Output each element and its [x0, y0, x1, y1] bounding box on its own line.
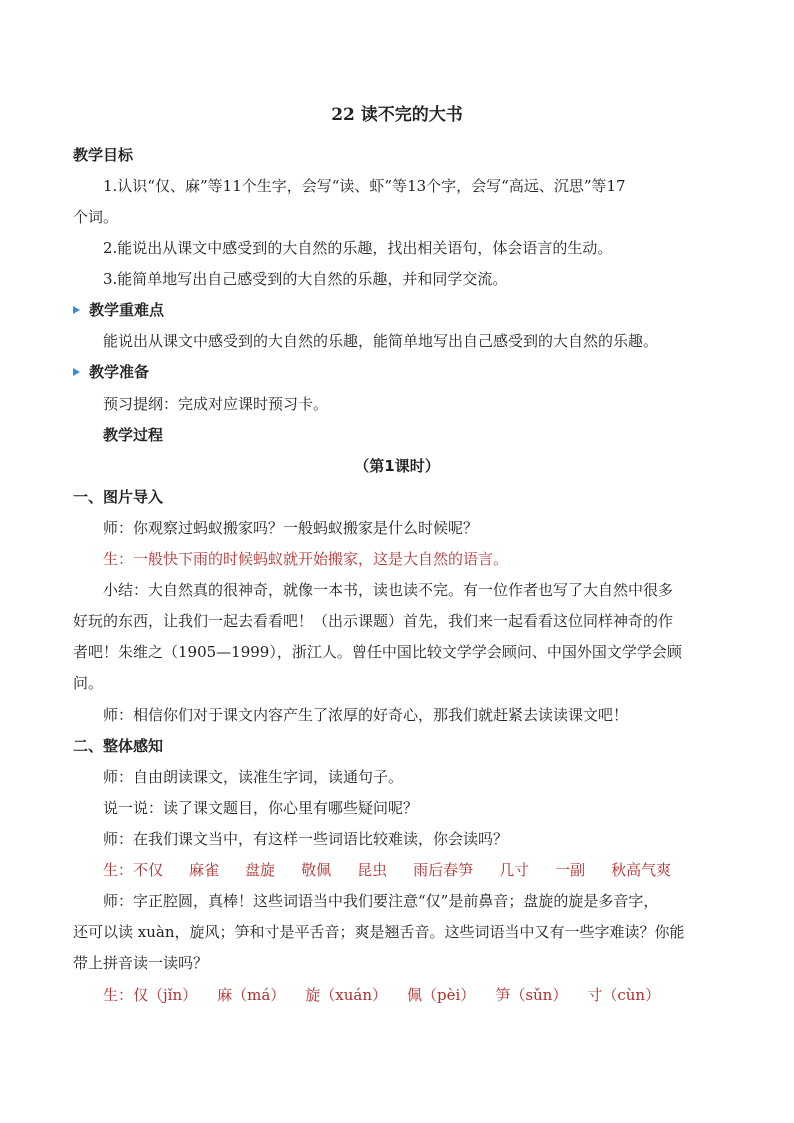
vocab-word: 一副 [555, 861, 586, 879]
pinyin-item: 麻（má） [217, 986, 286, 1004]
vocab-word: 敬佩 [301, 861, 332, 879]
lesson-label: （第1课时） [354, 457, 440, 475]
section-2-heading: 二、整体感知 [73, 737, 164, 755]
summary-line-4: 问。 [73, 674, 104, 692]
discussion-prompt: 说一说：读了课文题目，你心里有哪些疑问呢？ [103, 799, 419, 817]
pinyin-item: 佩（pèi） [407, 986, 476, 1004]
pinyin-row [103, 985, 680, 1005]
objective-3: 3.能简单地写出自己感受到的大自然的乐趣，并和同学交流。 [103, 270, 508, 288]
teacher-line-5-cont-2: 带上拼音读一读吗？ [73, 954, 209, 972]
key-points-heading-row [73, 300, 164, 320]
student-prefix: 生： [103, 861, 134, 879]
preparation-heading-row [73, 362, 149, 382]
teacher-line-3: 师：自由朗读课文，读准生字词，读通句子。 [103, 768, 404, 786]
teacher-line-4: 师：在我们课文当中，有这样一些词语比较难读，你会读吗？ [103, 830, 509, 848]
page-title: 22 读不完的大书 [331, 105, 463, 125]
key-points-heading: 教学重难点 [89, 301, 165, 319]
pinyin-item: 寸（cùn） [587, 986, 661, 1004]
student-prefix: 生： [103, 986, 134, 1004]
pinyin-item: 笋（sǔn） [495, 986, 568, 1004]
teacher-line-5-cont-1: 还可以读 xuàn，旋风；笋和寸是平舌音；爽是翘舌音。这些词语当中又有一些字难读？你能 [73, 923, 685, 941]
summary-line-2: 好玩的东西，让我们一起去看看吧！（出示课题）首先，我们来一起看看这位同样神奇的作 [73, 612, 674, 630]
objective-1-line-1: 1.认识“仅、麻”等11个生字，会写“读、虾”等13个字，会写“高远、沉思”等17 [103, 177, 626, 195]
objective-2: 2.能说出从课文中感受到的大自然的乐趣，找出相关语句，体会语言的生动。 [103, 239, 613, 257]
teacher-line-1: 师：你观察过蚂蚁搬家吗？一般蚂蚁搬家是什么时候呢？ [103, 519, 479, 537]
pinyin-item: 仅（jǐn） [133, 986, 198, 1004]
key-points-text: 能说出从课文中感受到的大自然的乐趣，能简单地写出自己感受到的大自然的乐趣。 [103, 332, 659, 350]
pinyin-item: 旋（xuán） [305, 986, 388, 1004]
vocab-word: 秋高气爽 [611, 861, 672, 879]
vocab-word: 昆虫 [357, 861, 388, 879]
objectives-heading: 教学目标 [73, 146, 134, 164]
vocab-word: 几寸 [499, 861, 530, 879]
process-heading: 教学过程 [103, 426, 164, 444]
teacher-line-5: 师：字正腔圆，真棒！这些词语当中我们要注意“仅”是前鼻音；盘旋的旋是多音字， [103, 892, 659, 910]
triangle-bullet-icon [73, 368, 80, 376]
objective-1-line-2: 个词。 [73, 208, 119, 226]
vocab-word: 不仅 [133, 861, 164, 879]
vocab-row [103, 860, 697, 880]
teacher-line-2: 师：相信你们对于课文内容产生了浓厚的好奇心，那我们就赶紧去读读课文吧！ [103, 706, 629, 724]
preparation-text: 预习提纲：完成对应课时预习卡。 [103, 395, 329, 413]
preparation-heading: 教学准备 [89, 363, 150, 381]
vocab-word: 雨后春笋 [413, 861, 474, 879]
summary-line-3: 者吧！朱维之（1905—1999），浙江人。曾任中国比较文学学会顾问、中国外国文学学会顾 [73, 643, 682, 661]
vocab-word: 盘旋 [245, 861, 276, 879]
triangle-bullet-icon [73, 306, 80, 314]
section-1-heading: 一、图片导入 [73, 488, 164, 506]
student-answer-1: 生：一般快下雨的时候蚂蚁就开始搬家，这是大自然的语言。 [103, 550, 509, 568]
vocab-word: 麻雀 [189, 861, 220, 879]
summary-line-1: 小结：大自然真的很神奇，就像一本书，读也读不完。有一位作者也写了大自然中很多 [103, 581, 674, 599]
